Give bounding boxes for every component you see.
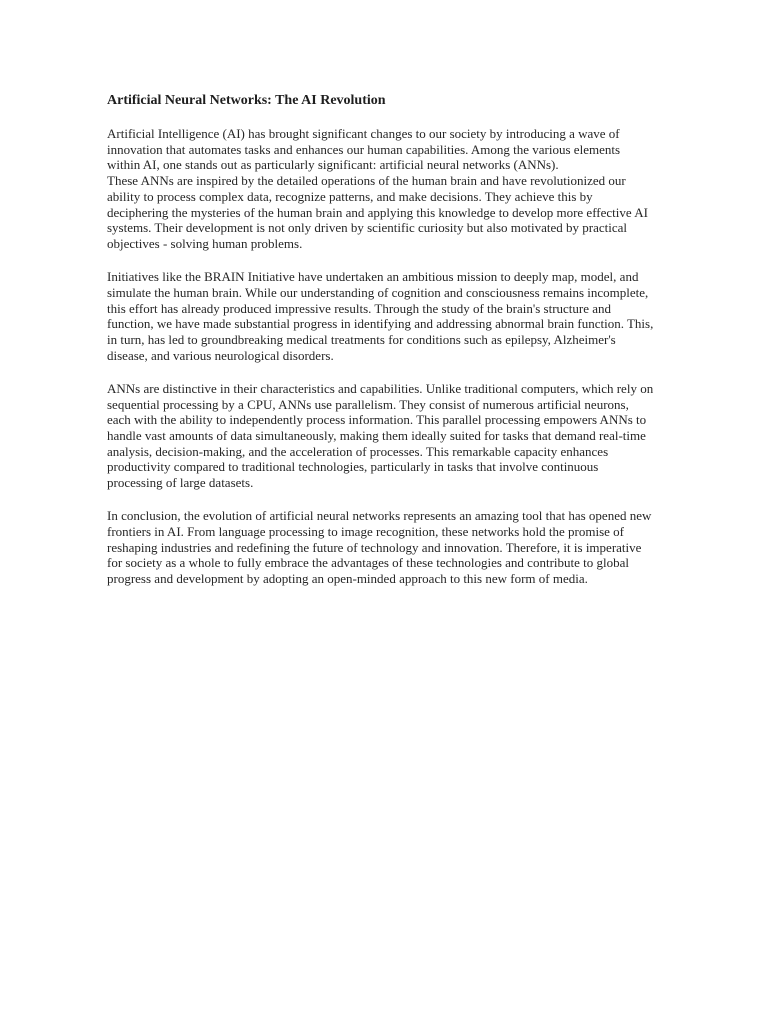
paragraph-line: systems. Their development is not only driven by scientific curiosity but also motivated by practical bbox=[107, 220, 628, 236]
paragraph-line: handle vast amounts of data simultaneously, making them ideally suited for tasks that demand real-time bbox=[107, 427, 646, 443]
paragraph-line: deciphering the mysteries of the human brain and applying this knowledge to develop more effective AI bbox=[107, 204, 648, 220]
paragraph-ann-characteristics bbox=[107, 381, 663, 491]
paragraph-line: each with the ability to independently process information. This parallel processing empowers ANNs to bbox=[107, 412, 647, 428]
paragraph-line: ability to process complex data, recognize patterns, and make decisions. They achieve this by bbox=[107, 188, 593, 204]
paragraph-line: processing of large datasets. bbox=[107, 475, 254, 491]
paragraph-brain-initiative bbox=[107, 269, 663, 363]
paragraph-line: reshaping industries and redefining the future of technology and innovation. Therefore, it is imperative bbox=[107, 539, 642, 555]
paragraph-line: function, we have made substantial progress in identifying and addressing abnormal brain function. This, bbox=[107, 316, 654, 332]
paragraph-line: within AI, one stands out as particularly significant: artificial neural networks (ANNs). bbox=[107, 157, 559, 173]
paragraph-line: analysis, decision-making, and the acceleration of processes. This remarkable capacity enhances bbox=[107, 443, 609, 459]
paragraph-line: for society as a whole to fully embrace the advantages of these technologies and contribute to global bbox=[107, 555, 629, 571]
paragraph-line: These ANNs are inspired by the detailed operations of the human brain and have revolutionized our bbox=[107, 173, 626, 189]
paragraph-line: In conclusion, the evolution of artificial neural networks represents an amazing tool that has opened new bbox=[107, 508, 652, 524]
paragraph-line: ANNs are distinctive in their characteristics and capabilities. Unlike traditional computers, which rely on bbox=[107, 380, 654, 396]
paragraph-line: productivity compared to traditional technologies, particularly in tasks that involve continuous bbox=[107, 459, 599, 475]
paragraph-line: Artificial Intelligence (AI) has brought significant changes to our society by introducing a wave of bbox=[107, 126, 620, 141]
document-body bbox=[107, 92, 663, 604]
paragraph-line: in turn, has led to groundbreaking medical treatments for conditions such as epilepsy, Alzheimer's bbox=[107, 331, 616, 347]
paragraph-line: progress and development by adopting an open-minded approach to this new form of media. bbox=[107, 571, 588, 587]
paragraph-line: simulate the human brain. While our understanding of cognition and consciousness remains incomplete, bbox=[107, 284, 649, 300]
paragraph-line: innovation that automates tasks and enhances our human capabilities. Among the various elements bbox=[107, 141, 621, 157]
paragraph-line: disease, and various neurological disorders. bbox=[107, 347, 334, 363]
paragraph-intro bbox=[107, 126, 663, 252]
paragraph-line: frontiers in AI. From language processing to image recognition, these networks hold the promise of bbox=[107, 523, 624, 539]
paragraph-conclusion bbox=[107, 508, 663, 587]
paragraph-line: objectives - solving human problems. bbox=[107, 235, 303, 251]
document-title: Artificial Neural Networks: The AI Revolution bbox=[107, 93, 386, 108]
paragraph-line: Initiatives like the BRAIN Initiative have undertaken an ambitious mission to deeply map, model, and bbox=[107, 269, 639, 285]
paragraph-line: sequential processing by a CPU, ANNs use parallelism. They consist of numerous artificial neurons, bbox=[107, 396, 629, 412]
paragraph-line: this effort has already produced impressive results. Through the study of the brain's structure and bbox=[107, 300, 612, 316]
